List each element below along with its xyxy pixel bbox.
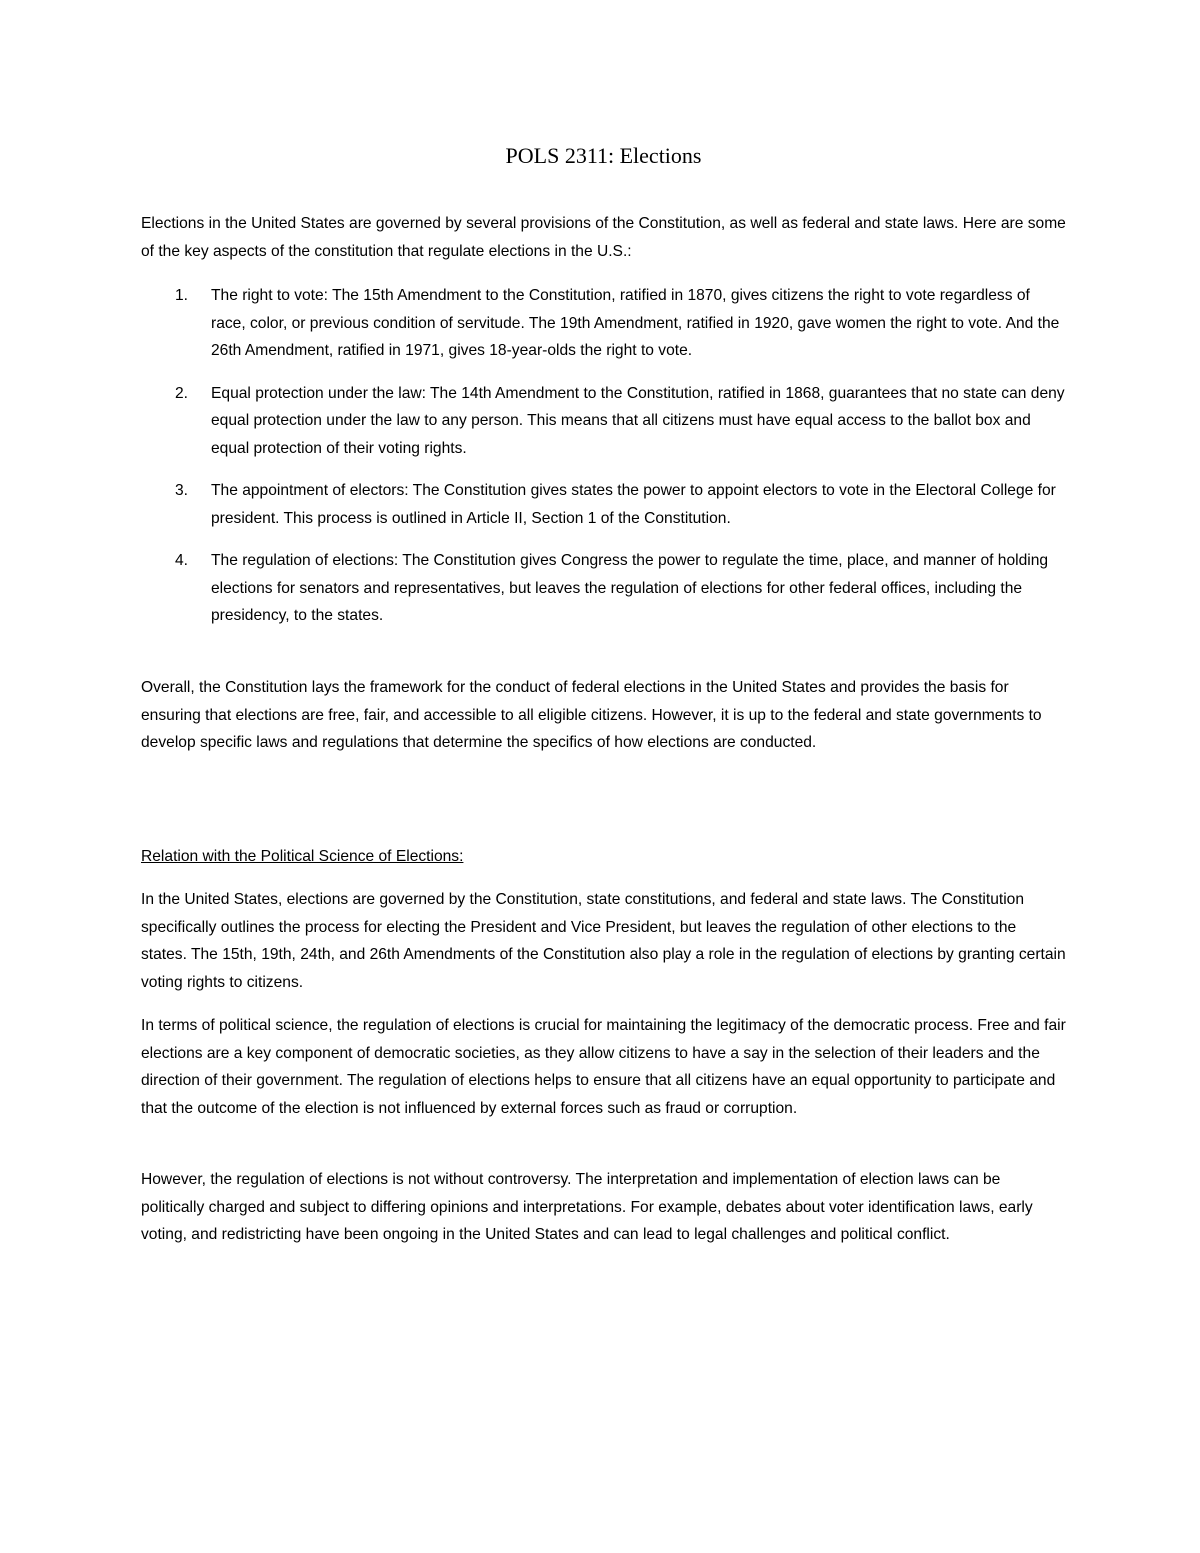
list-item (141, 282, 1066, 365)
list-item-number: 4. (175, 552, 189, 569)
section-paragraph: In terms of political science, the regulation of elections is crucial for maintaining the legitimacy of the democratic process. Free and fair elections are a key component of democratic societies, as they allow citizens to have a say in the selection of their leaders and the direction of their government. The regulation of elections helps to ensure that all citizens have an equal opportunity to participate and that the outcome of the election is not influenced by external forces such as fraud or corruption. (141, 1017, 1066, 1117)
list-item-number: 1. (175, 287, 189, 304)
list-item-number: 3. (175, 482, 189, 499)
list-item (141, 380, 1066, 463)
overall-paragraph: Overall, the Constitution lays the framework for the conduct of federal elections in the United States and provides the basis for ensuring that elections are free, fair, and accessible to all eligible citizens. However, it is up to the federal and state governments to develop specific laws and regulations that determine the specifics of how elections are conducted. (141, 679, 1042, 751)
section-paragraph: In the United States, elections are governed by the Constitution, state constitutions, and federal and state laws. The Constitution specifically outlines the process for electing the President and Vice President, but leaves the regulation of other elections to the states. The 15th, 19th, 24th, and 26th Amendments of the Constitution also play a role in the regulation of elections by granting certain voting rights to citizens. (141, 891, 1066, 991)
list-item (141, 547, 1066, 630)
section-heading: Relation with the Political Science of Elections: (141, 848, 464, 865)
list-item-text: The appointment of electors: The Constitution gives states the power to appoint electors to vote in the Electoral College for president. This process is outlined in Article II, Section 1 of the Constitution. (211, 482, 1056, 527)
list-item-text: The regulation of elections: The Constitution gives Congress the power to regulate the time, place, and manner of holding elections for senators and representatives, but leaves the regulation of elections for other federal offices, including the presidency, to the states. (211, 552, 1049, 624)
list-item (141, 477, 1066, 532)
section-paragraph: However, the regulation of elections is not without controversy. The interpretation and implementation of election laws can be politically charged and subject to differing opinions and interpretations. For example, debates about voter identification laws, early voting, and redistricting have been ongoing in the United States and can lead to legal challenges and political conflict. (141, 1171, 1033, 1243)
intro-paragraph: Elections in the United States are governed by several provisions of the Constitution, as well as federal and state laws. Here are some of the key aspects of the constitution that regulate elections in the U.S.: (141, 215, 1066, 260)
list-item-text: The right to vote: The 15th Amendment to the Constitution, ratified in 1870, gives citizens the right to vote regardless of race, color, or previous condition of servitude. The 19th Amendment, ratified in 1920, gave women the right to vote. And the 26th Amendment, ratified in 1971, gives 18-year-olds the right to vote. (211, 287, 1060, 359)
list-item-text: Equal protection under the law: The 14th Amendment to the Constitution, ratified in 1868, guarantees that no state can deny equal protection under the law to any person. This means that all citizens must have equal access to the ballot box and equal protection of their voting rights. (211, 384, 1065, 457)
constitution-aspects-list (141, 282, 1066, 645)
list-item-number: 2. (175, 384, 189, 402)
document-title: POLS 2311: Elections (505, 143, 702, 168)
